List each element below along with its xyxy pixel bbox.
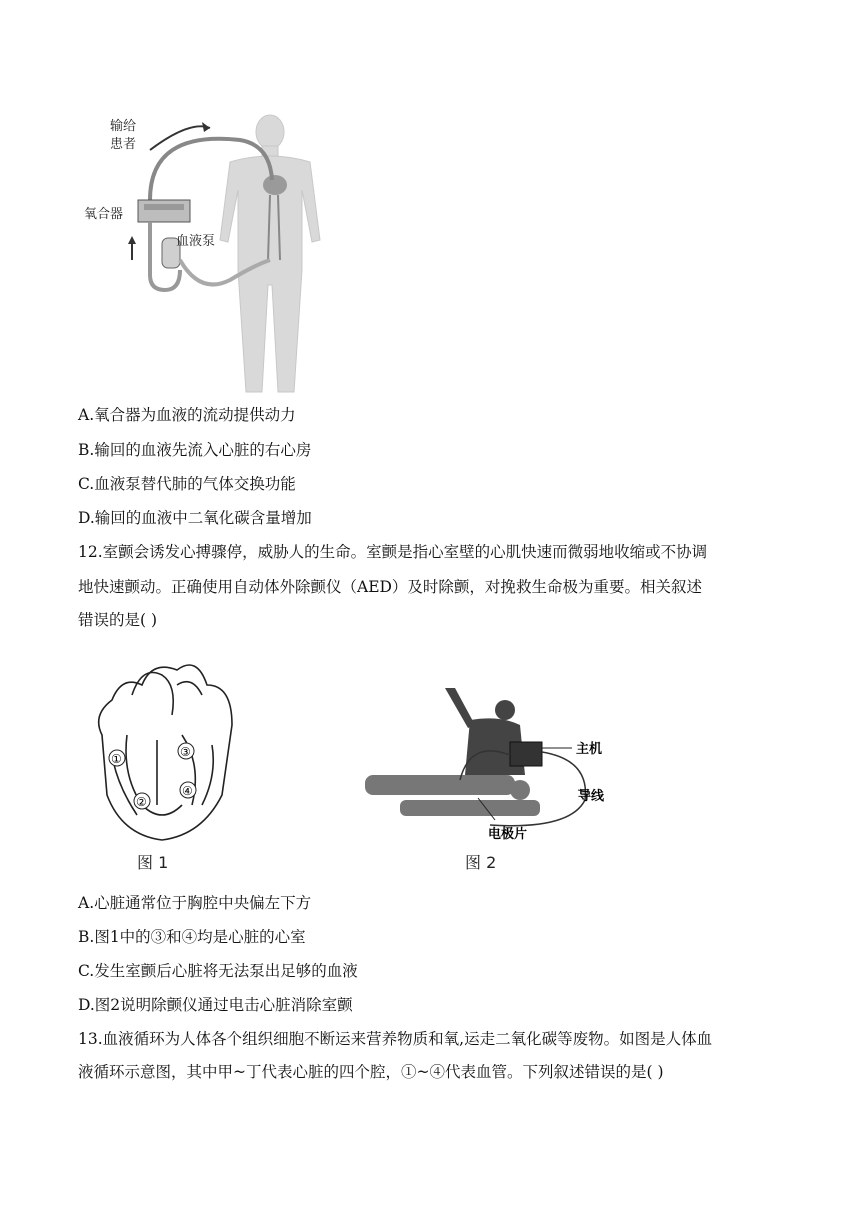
heart-shape [263, 175, 287, 195]
human-body-silhouette [220, 115, 320, 392]
fig2-caption: 图 2 [465, 853, 497, 872]
q12-option-d: D.图2说明除颤仪通过电击心脏消除室颤 [78, 996, 353, 1014]
q12-stem-line1: 12.室颤会诱发心搏骤停，威胁人的生命。室颤是指心室壁的心肌快速而微弱地收缩或不协调 [78, 543, 708, 561]
q12-stem-line3: 错误的是( ) [78, 611, 158, 629]
q13-stem-line1: 13.血液循环为人体各个组织细胞不断运来营养物质和氧,运走二氧化碳等废物。如图是人体血 [78, 1030, 713, 1048]
chamber-label-2: ② [136, 795, 147, 809]
q13-stem-line2: 液循环示意图，其中甲~丁代表心脏的四个腔，①~④代表血管。下列叙述错误的是( ) [78, 1063, 664, 1081]
q11-option-c: C.血液泵替代肺的气体交换功能 [78, 475, 296, 493]
label-oxygenator: 氧合器 [84, 207, 124, 222]
oxygenator-device [138, 200, 190, 222]
aed-host-device [510, 742, 542, 766]
q12-option-b: B.图1中的③和④均是心脏的心室 [78, 928, 306, 946]
aed-scene-figure [360, 680, 630, 880]
ecmo-figure [80, 110, 330, 395]
chamber-label-4: ④ [182, 784, 193, 798]
q11-option-b: B.输回的血液先流入心脏的右心房 [78, 441, 312, 459]
q11-option-a: A.氧合器为血液的流动提供动力 [78, 406, 296, 424]
label-host: 主机 [576, 742, 603, 757]
heart-diagram-figure [82, 655, 252, 880]
label-transfuse-line2: 患者 [110, 137, 137, 152]
label-transfuse-line1: 输给 [110, 119, 137, 134]
chamber-label-3: ③ [180, 745, 191, 759]
q12-option-c: C.发生室颤后心脏将无法泵出足够的血液 [78, 962, 358, 980]
chamber-label-1: ① [111, 752, 122, 766]
fig1-caption: 图 1 [137, 853, 169, 872]
label-wire: 导线 [578, 789, 605, 804]
q12-stem-line2: 地快速颤动。正确使用自动体外除颤仪（AED）及时除颤，对挽救生命极为重要。相关叙述 [78, 578, 702, 596]
patient-figure [365, 775, 540, 816]
q12-option-a: A.心脏通常位于胸腔中央偏左下方 [78, 894, 312, 912]
label-blood-pump: 血液泵 [176, 234, 216, 249]
label-electrode-pad: 电极片 [488, 827, 528, 842]
q11-option-d: D.输回的血液中二氧化碳含量增加 [78, 509, 312, 527]
